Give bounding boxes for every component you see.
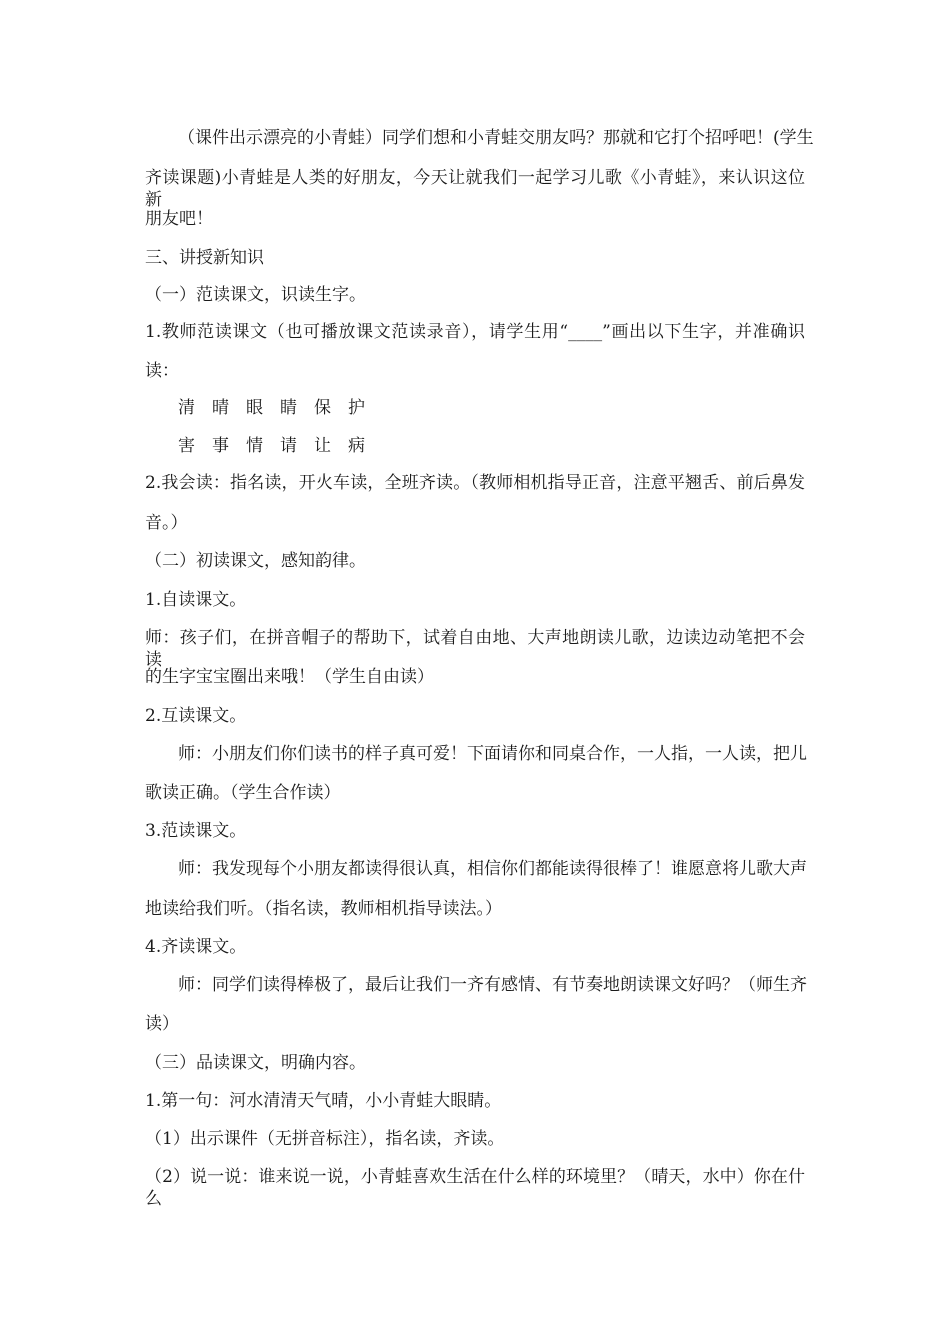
character: 让 [314,436,331,456]
intro-line-3: 朋友吧！ [145,209,213,229]
character: 请 [280,436,297,456]
character: 保 [314,398,331,418]
part-2-step-2-line-2: 歌读正确。（学生合作读） [145,783,341,803]
part-2-step-3-title: 3.范读课文。 [145,821,247,841]
part-2-title: （二）初读课文，感知韵律。 [145,551,366,571]
part-2-step-2-title: 2.互读课文。 [145,706,247,726]
part-3-step-1-b: （2）说一说：谁来说一说，小青蛙喜欢生活在什么样的环境里？（晴天，水中）你在什么 [145,1167,805,1209]
section-3-title: 三、讲授新知识 [145,248,264,268]
part-2-step-1-line-2: 的生字宝宝圈出来哦！（学生自由读） [145,667,434,687]
part-2-step-3-line-2: 地读给我们听。（指名读，教师相机指导读法。） [145,899,502,919]
part-2-step-3-line-1: 师：我发现每个小朋友都读得很认真，相信你们都能读得很棒了！谁愿意将儿歌大声 [178,859,807,879]
character: 害 [178,436,195,456]
intro-line-1: （课件出示漂亮的小青蛙）同学们想和小青蛙交朋友吗？那就和它打个招呼吧！(学生 [178,128,814,148]
part-3-title: （三）品读课文，明确内容。 [145,1053,366,1073]
part-2-step-2-line-1: 师：小朋友们你们读书的样子真可爱！下面请你和同桌合作，一人指，一人读，把儿 [178,744,807,764]
character: 情 [246,436,263,456]
part-1-item-2-line-1: 2.我会读：指名读，开火车读，全班齐读。（教师相机指导正音，注意平翘舌、前后鼻发 [145,473,805,493]
part-2-step-1-title: 1.自读课文。 [145,590,247,610]
character: 病 [348,436,365,456]
intro-line-2: 齐读课题)小青蛙是人类的好朋友，今天让就我们一起学习儿歌《小青蛙》，来认识这位新 [145,168,805,210]
part-3-step-1-title: 1.第一句：河水清清天气晴，小小青蛙大眼睛。 [145,1091,502,1111]
part-2-step-1-line-1: 师：孩子们，在拼音帽子的帮助下，试着自由地、大声地朗读儿歌，边读边动笔把不会读 [145,628,805,670]
characters-row-2 [178,435,382,457]
character: 晴 [212,398,229,418]
character: 清 [178,398,195,418]
part-3-step-1-a: （1）出示课件（无拼音标注），指名读，齐读。 [145,1129,505,1149]
part-2-step-4-line-2: 读） [145,1014,179,1034]
part-1-item-1-line-1: 1.教师范读课文（也可播放课文范读录音），请学生用“____”画出以下生字，并准确识 [145,322,805,342]
part-2-step-4-line-1: 师：同学们读得棒极了，最后让我们一齐有感情、有节奏地朗读课文好吗？（师生齐 [178,975,807,995]
character: 事 [212,436,229,456]
part-2-step-4-title: 4.齐读课文。 [145,937,247,957]
character: 眼 [246,398,263,418]
part-1-item-1-line-2: 读： [145,361,179,381]
characters-row-1 [178,397,382,419]
character: 护 [348,398,365,418]
part-1-title: （一）范读课文，识读生字。 [145,285,366,305]
character: 睛 [280,398,297,418]
part-1-item-2-line-2: 音。） [145,513,188,533]
